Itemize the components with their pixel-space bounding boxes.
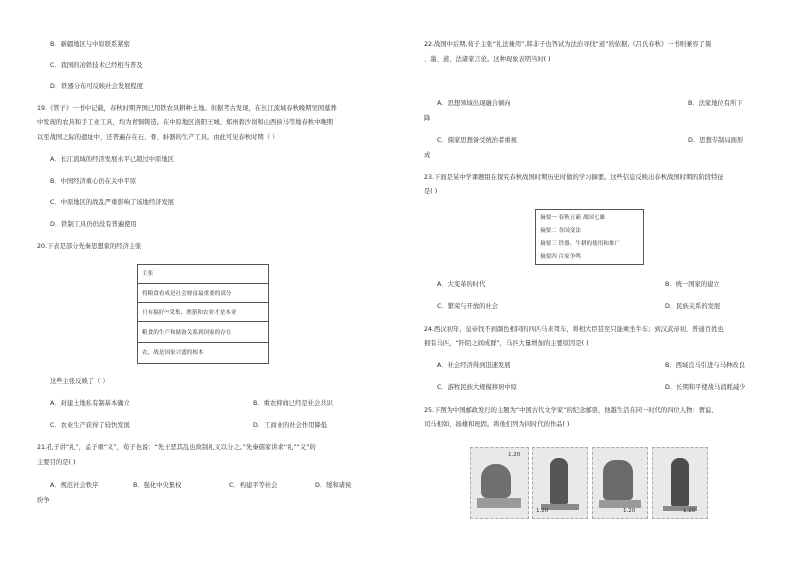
q23-summary-4: 摘要四 百家争鸣 — [540, 254, 581, 260]
q24-option-d: D．长期和平使战马消耗减少 — [665, 384, 746, 391]
q20-option-b: B．重农抑商已经是社会共识 — [253, 400, 333, 407]
figure-icon — [603, 460, 633, 500]
option-b: B．新疆地区与中原联系紧密 — [50, 41, 130, 48]
stamp-ban-gu — [652, 447, 708, 519]
q21-option-a: A．规范社会秩序 — [50, 482, 99, 489]
q20-table-row-3: 粮食的生产和储备关系到国家的存在 — [142, 330, 232, 336]
q22-option-b: B．法家地位有所下 — [688, 100, 743, 107]
q24-stem-line1: 24.西汉初年，皇帝找不到颜色相同的四匹马来驾车，将相大臣甚至只能乘坐牛车；到汉武帝初，普通百姓也 — [424, 326, 724, 333]
q20-table — [137, 264, 269, 364]
figure-icon — [481, 464, 511, 498]
q21-stem-line1: 21.孔子讲“礼”，孟子重“义”，荀子也说：“先王恶其乱也故制礼义以分之。”先秦儒家讲求“礼”“义”的 — [37, 444, 316, 451]
q23-summary-1: 摘要一 春秋五霸 战国七雄 — [540, 215, 606, 221]
option-c: C．我国的冶铁技术已经相当普及 — [50, 62, 143, 69]
q19-stem-line3: 以至战国之际的遗址中，还普遍存在石、骨、蚌器的生产工具。由此可见春秋时期（ ） — [37, 134, 279, 141]
q25-stem-line2: 司马相如、扬雄和班固。将他们列为同时代的作品( ) — [424, 421, 570, 428]
figure-icon — [671, 458, 689, 506]
figure-icon — [550, 458, 568, 504]
q24-option-c: C．游牧民族大规模移居中原 — [437, 384, 517, 391]
figure-base-icon — [599, 500, 641, 508]
q23-stem-line1: 23.下面是某中学课题组在探究春秋战国时期历史时做的学习摘要。这些信息反映出春秋战国时期的阶段特征 — [424, 174, 724, 181]
q20-question: 这些主张反映了（ ） — [50, 378, 109, 385]
stamp-yang-xiong — [592, 447, 648, 519]
q24-option-b: B．西域良马引进与马种改良 — [665, 362, 745, 369]
q20-table-row-1: 将粮食看成是社会财富最重要的部分 — [142, 291, 232, 297]
q23-option-b: B．统一国家的建立 — [665, 281, 720, 288]
stamp-value: 1.20 — [536, 508, 549, 514]
q20-option-d: D．工商业的社会作用降低 — [253, 422, 328, 429]
q22-option-d-cont: 成 — [424, 152, 431, 159]
q23-option-d: D．民族关系的发展 — [665, 303, 721, 310]
q20-option-c: C．农业生产获得了较快发展 — [50, 422, 130, 429]
q21-option-b: B．强化中央集权 — [133, 482, 182, 489]
q20-option-a: A．封建土地私有制基本确立 — [50, 400, 130, 407]
q22-option-a: A．思想领域出现融合倾向 — [437, 100, 511, 107]
figure-base-icon — [477, 498, 521, 508]
q22-option-c: C．儒家思想备受统治者重视 — [437, 137, 517, 144]
q21-option-d: D．缓和诸侯 — [315, 482, 352, 489]
q23-summary-box — [535, 209, 644, 265]
q22-option-b-cont: 降 — [424, 115, 431, 122]
stamp-value: 1.20 — [683, 508, 696, 514]
option-d: D．铁器分布可反映社会发展程度 — [50, 83, 144, 90]
q23-summary-3: 摘要三 铁器、牛耕的使用和推广 — [540, 241, 621, 247]
q23-stem-line2: 是( ) — [424, 188, 438, 195]
q22-option-d: D．思想专制局面形 — [688, 137, 744, 144]
q19-option-c: C．中原地区的战乱严重影响了该地经济发展 — [50, 199, 175, 206]
q23-option-c: C．繁荣与开放的社会 — [437, 303, 499, 310]
q19-option-d: D．铁制工具仍仍没有普遍使用 — [50, 221, 137, 228]
q24-stem-line2: 拥有马匹，“阡陌之间成群”，马匹大量增加的主要原因是( ) — [424, 340, 589, 347]
q24-option-a: A．社会经济得到迅速发展 — [437, 362, 511, 369]
q19-stem-line2: 中发现的农具和手工业工具，均为青铜铸造。在中原地区洛阳王城、郑州碧沙岗和山西侯马等地春秋中晚期 — [37, 119, 333, 126]
q21-option-c: C．构建平等社会 — [229, 482, 278, 489]
stamp-value: 1.20 — [508, 452, 521, 458]
q22-stem-line2: 、墨、道、法诸家言论。这种现象表明当时( ) — [424, 56, 551, 63]
stamp-jia-yi — [470, 447, 529, 519]
q20-table-row-4: 农，战是国家兴盛的根本 — [142, 350, 204, 356]
q23-summary-2: 摘要二 各国变法 — [540, 228, 581, 234]
q19-option-b: B．中国经济重心仍在关中平原 — [50, 178, 137, 185]
q25-stem-line1: 25.下图为中国邮政发行的主题为“中国古代文学家”的纪念邮票，他越生活在同一时代的四位人物：贾谊、 — [424, 407, 718, 414]
q20-stem: 20.下表是部分先秦思想家的经济主张 — [37, 243, 142, 250]
q22-stem-line1: 22.战国中后期,荀子主张“礼法兼用”,韩非子也答试为法治寻找“道”的依据,《吕氏春秋》一书则兼容了儒 — [424, 41, 712, 48]
q19-option-a: A．长江流域的经济发展水平已超过中原地区 — [50, 156, 174, 163]
q23-option-a: A．大变革的时代 — [437, 281, 486, 288]
q21-stem-line2: 主要目的是( ) — [37, 459, 76, 466]
q20-table-row-2: 只有搞好⁽¹⁾采集、渔猎和农业才是本业 — [142, 310, 237, 316]
q20-table-title: 主张 — [142, 271, 154, 277]
q21-option-d-cont: 纷争 — [37, 497, 50, 504]
stamp-sima-xiangru — [532, 447, 588, 519]
q19-stem-line1: 19.《管子》一书中记载，春秋时期齐国已用铁农具耕种土地。但据考古发现，在长江流域春秋晚期吴国墓葬 — [37, 105, 337, 112]
stamp-value: 1.20 — [623, 508, 636, 514]
